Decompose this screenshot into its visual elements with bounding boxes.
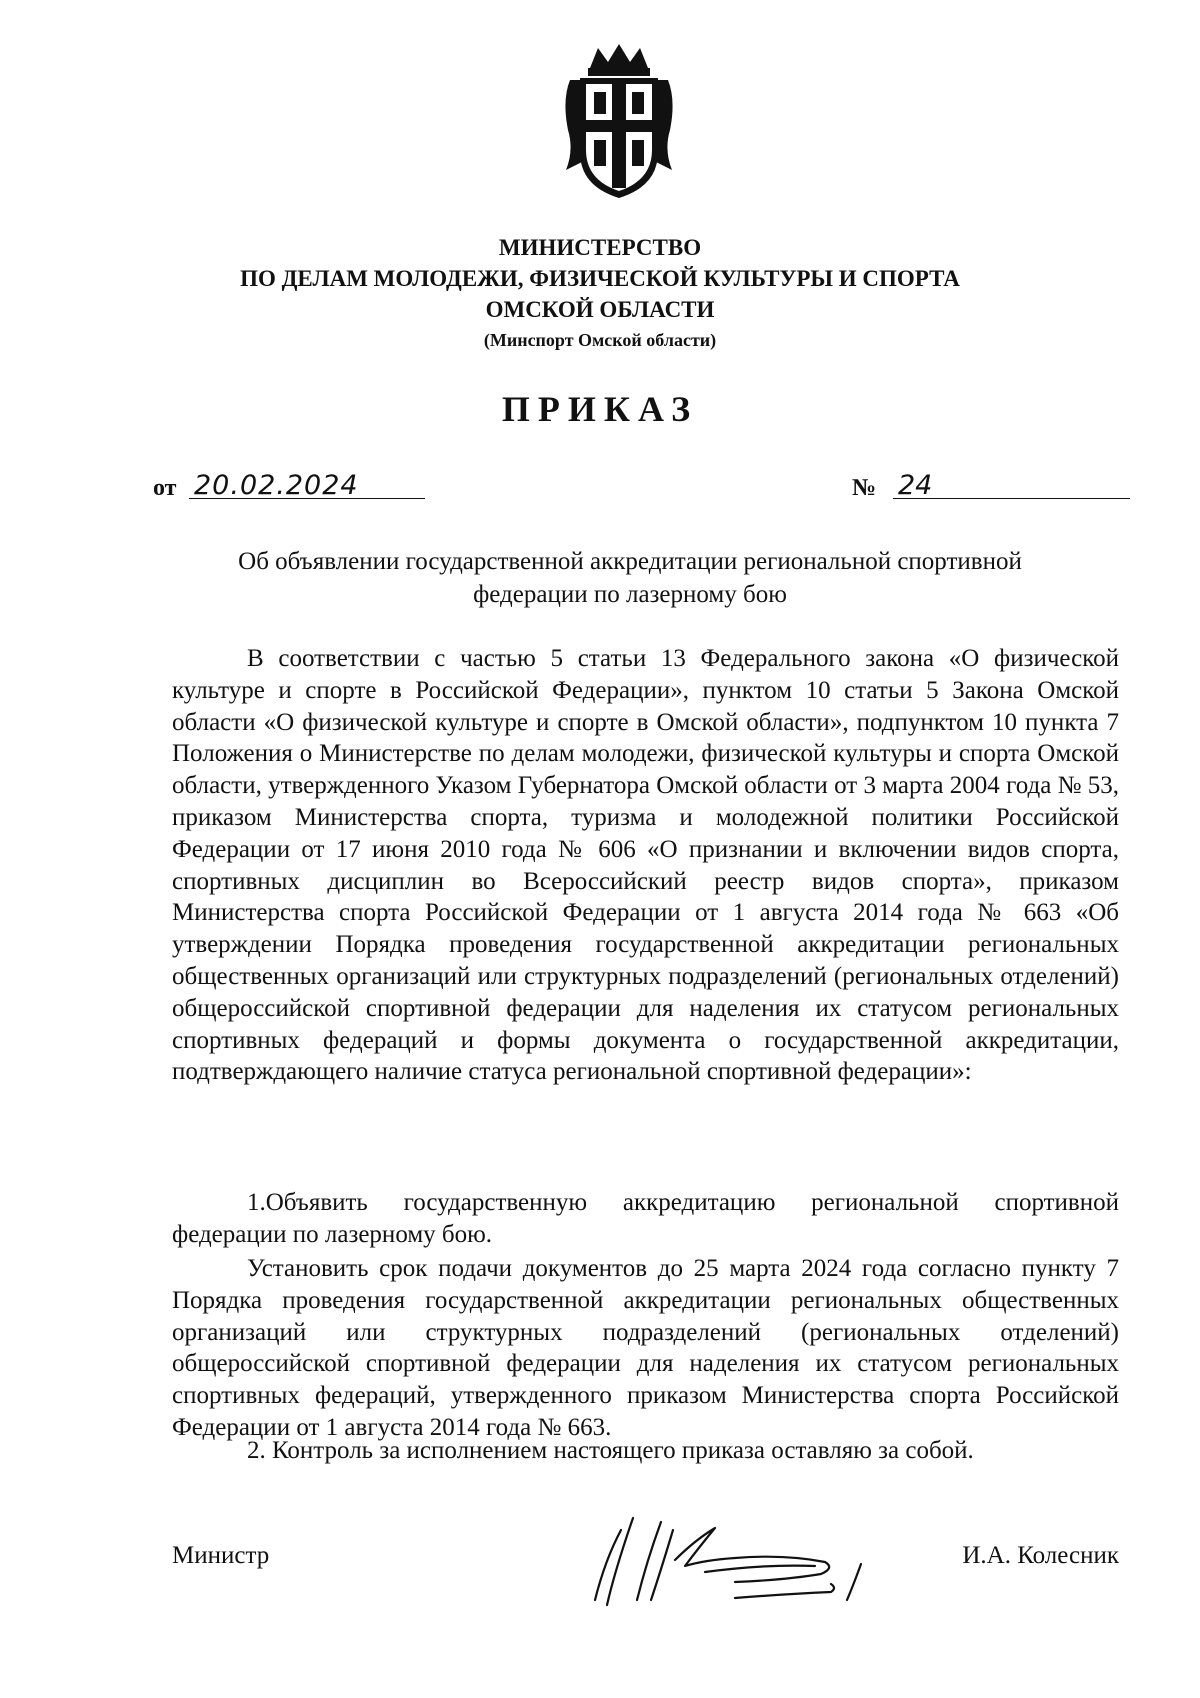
ministry-short-name: (Минспорт Омской области) [483,330,717,350]
paragraph-text: 2. Контроль за исполнением настоящего приказа оставляю за собой. [247,1437,974,1464]
date-value: 20.02.2024 [194,470,359,501]
paragraph-text: Установить срок подачи документов до 25 марта 2024 года согласно пункту 7 Порядка проведения государственной аккредитации региональных общественных организаций или структурных подразделений (региональных отделений) общероссийской спортивной федерации для наделения их статусом региональных спортивных федераций, утвержденного приказом Министерства спорта Российской Федерации от 1 августа 2014 года № 663. [172,1255,1119,1441]
ministry-title-line3: ОМСКОЙ ОБЛАСТИ [485,297,715,322]
paragraph-text: В соответствии с частью 5 статьи 13 Федерального закона «О физической культуре и спорте в Российской Федерации», пунктом 10 статьи 5 Закона Омской области «О физической культуре и спорте в Омской области», подпунктом 10 пункта 7 Положения о Министерстве по делам молодежи, физической культуры и спорта Омской области, утвержденного Указом Губернатора Омской области от 3 марта 2004 года № 53, приказом Министерства спорта, туризма и молодежной политики Российской Федерации от 17 июня 2010 года № 606 «О признании и включении видов спорта, спортивных дисциплин во Всероссийский реестр видов спорта», приказом Министерства спорта Российской Федерации от 1 августа 2014 года № 663 «Об утверждении Порядка проведения государственной аккредитации региональных общественных организаций или структурных подразделений (региональных отделений) общероссийской спортивной федерации для наделения их статусом региональных спортивных федераций и формы документа о государственной аккредитации, подтверждающего наличие статуса региональной спортивной федерации»: [172,645,1119,1086]
body-paragraph-1 [172,643,1119,1088]
handwritten-signature [585,1500,895,1620]
ministry-title-line1: МИНИСТЕРСТВО [498,235,702,260]
coat-of-arms-icon [560,40,678,200]
body-paragraph-3 [172,1253,1119,1444]
ministry-title-line2: ПО ДЕЛАМ МОЛОДЕЖИ, ФИЗИЧЕСКОЙ КУЛЬТУРЫ И СПОРТА [240,266,960,291]
signatory-name: И.А. Колесник [962,1542,1119,1569]
body-paragraph-4 [172,1435,1119,1467]
date-label: от [153,475,177,501]
document-title: ПРИКАЗ [501,389,699,429]
body-paragraph-2 [172,1187,1119,1251]
number-label: № [852,475,877,501]
signatory-position: Министр [172,1542,270,1569]
document-subject: Об объявлении государственной аккредитации региональной спортивной федерации по лазерному бою [238,548,1022,608]
paragraph-text: 1.Объявить государственную аккредитацию региональной спортивной федерации по лазерному бою. [172,1189,1119,1248]
number-value: 24 [898,470,933,501]
